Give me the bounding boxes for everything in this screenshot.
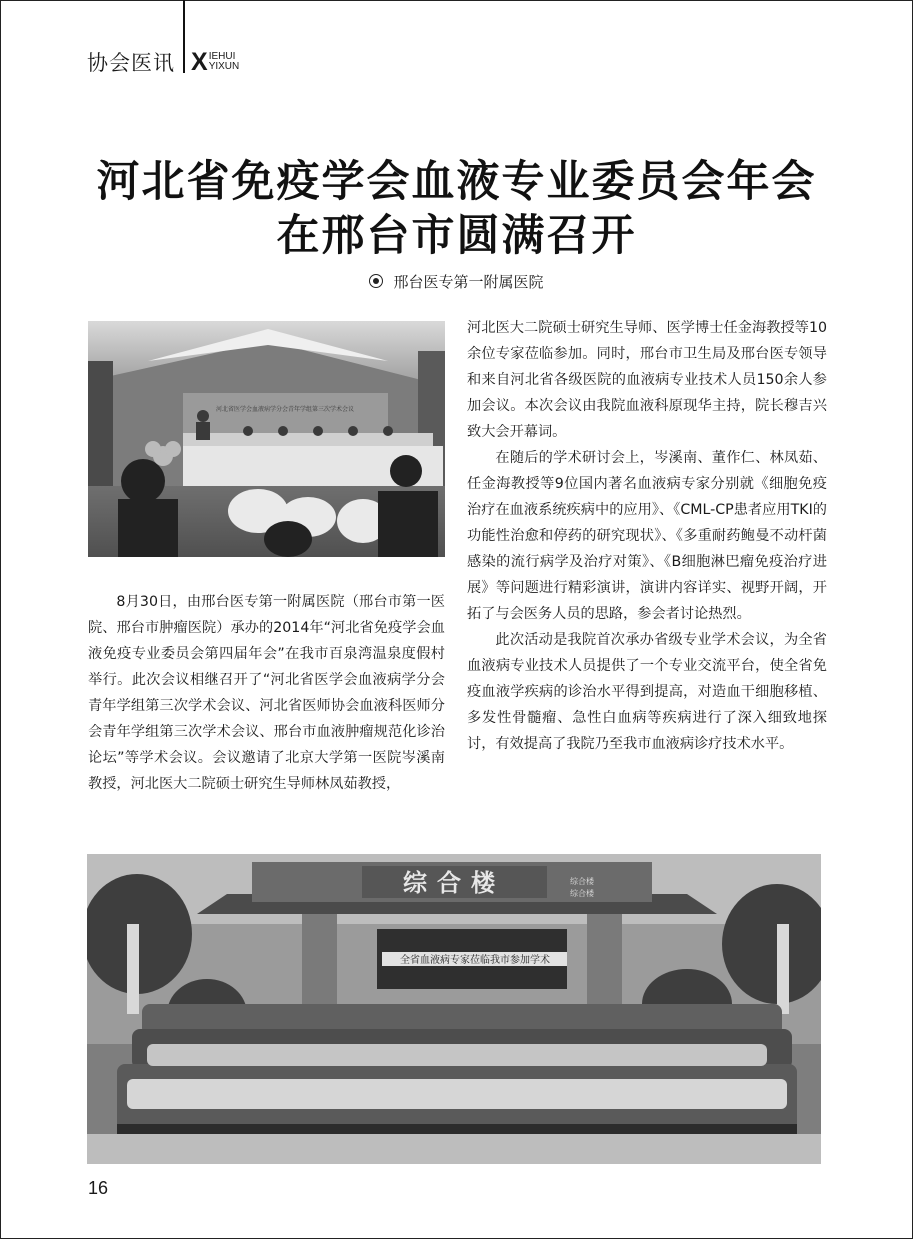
banner-text: 河北省医学会血液病学分会青年学组第三次学术会议	[215, 406, 355, 413]
right-column	[467, 315, 827, 757]
paragraph: 8月30日，由邢台医专第一附属医院（邢台市第一医院、邢台市肿瘤医院）承办的2014年“河北省免疫学会血液免疫专业委员会第四届年会”在我市百泉湾温泉度假村举行。此次会议相继召开了“河北省医学会血液病学分会青年学组第三次学术会议、河北省医师协会血液科医师分会青年学组第三次学术会议、邢台市血液肿瘤规范化诊治论坛”等学术会议。会议邀请了北京大学第一医院岑溪南教授，河北医大二院硕士研究生导师林凤茹教授，	[88, 594, 445, 792]
page-header	[87, 47, 239, 77]
article-author: 邢台医专第一附属医院	[393, 273, 544, 291]
article-byline	[0, 271, 913, 292]
paragraph: 河北医大二院硕士研究生导师、医学博士任金海教授等10余位专家莅临参加。同时，邢台市卫生局及邢台医专领导和来自河北省各级医院的血液病专业技术人员150余人参加会议。本次会议由我院血液科原现华主持，院长穆吉兴致大会开幕词。	[467, 320, 827, 440]
article-title-line-1: 河北省免疫学会血液专业委员会年会	[96, 157, 817, 207]
paragraph: 在随后的学术研讨会上，岑溪南、董作仁、林凤茹、任金海教授等9位国内著名血液病专家分别就《细胞免疫治疗在血液系统疾病中的应用》、《CML-CP患者应用TKI的功能性治愈和停药的研究现状》、《多重耐药鲍曼不动杆菌感染的流行病学及治疗对策》、《B细胞淋巴瘤免疫治疗进展》等问题进行精彩演讲，演讲内容详实、视野开阔，开拓了与会医务人员的思路，参会者讨论热烈。	[467, 450, 827, 622]
section-title: 协会医讯	[87, 51, 175, 75]
building-sign: 综合楼	[403, 868, 505, 897]
left-column	[88, 589, 445, 797]
building-sign-small-1: 综合楼	[570, 877, 594, 886]
bullseye-icon	[369, 274, 383, 288]
conference-photo	[88, 321, 445, 557]
logo-line-2: YIXUN	[208, 61, 240, 72]
paragraph: 此次活动是我院首次承办省级专业学术会议，为全省血液病专业技术人员提供了一个专业交流平台，使全省免疫血液学疾病的诊治水平得到提高，对造血干细胞移植、多发性骨髓瘤、急性白血病等疾病进行了深入细致地探讨，有效提高了我院乃至我市血液病诊疗技术水平。	[467, 632, 827, 752]
page-number: 16	[88, 1178, 109, 1198]
logo-letter: X	[191, 47, 208, 76]
section-logo	[191, 47, 240, 76]
logo-line-1: IEHUI	[208, 51, 236, 62]
article-title-line-2: 在邢台市圆满召开	[276, 211, 637, 261]
header-divider	[183, 51, 185, 73]
building-sign-small-2: 综合楼	[570, 889, 594, 898]
entrance-banner-text: 全省血液病专家莅临我市参加学术	[400, 955, 550, 966]
group-photo	[87, 854, 821, 1164]
